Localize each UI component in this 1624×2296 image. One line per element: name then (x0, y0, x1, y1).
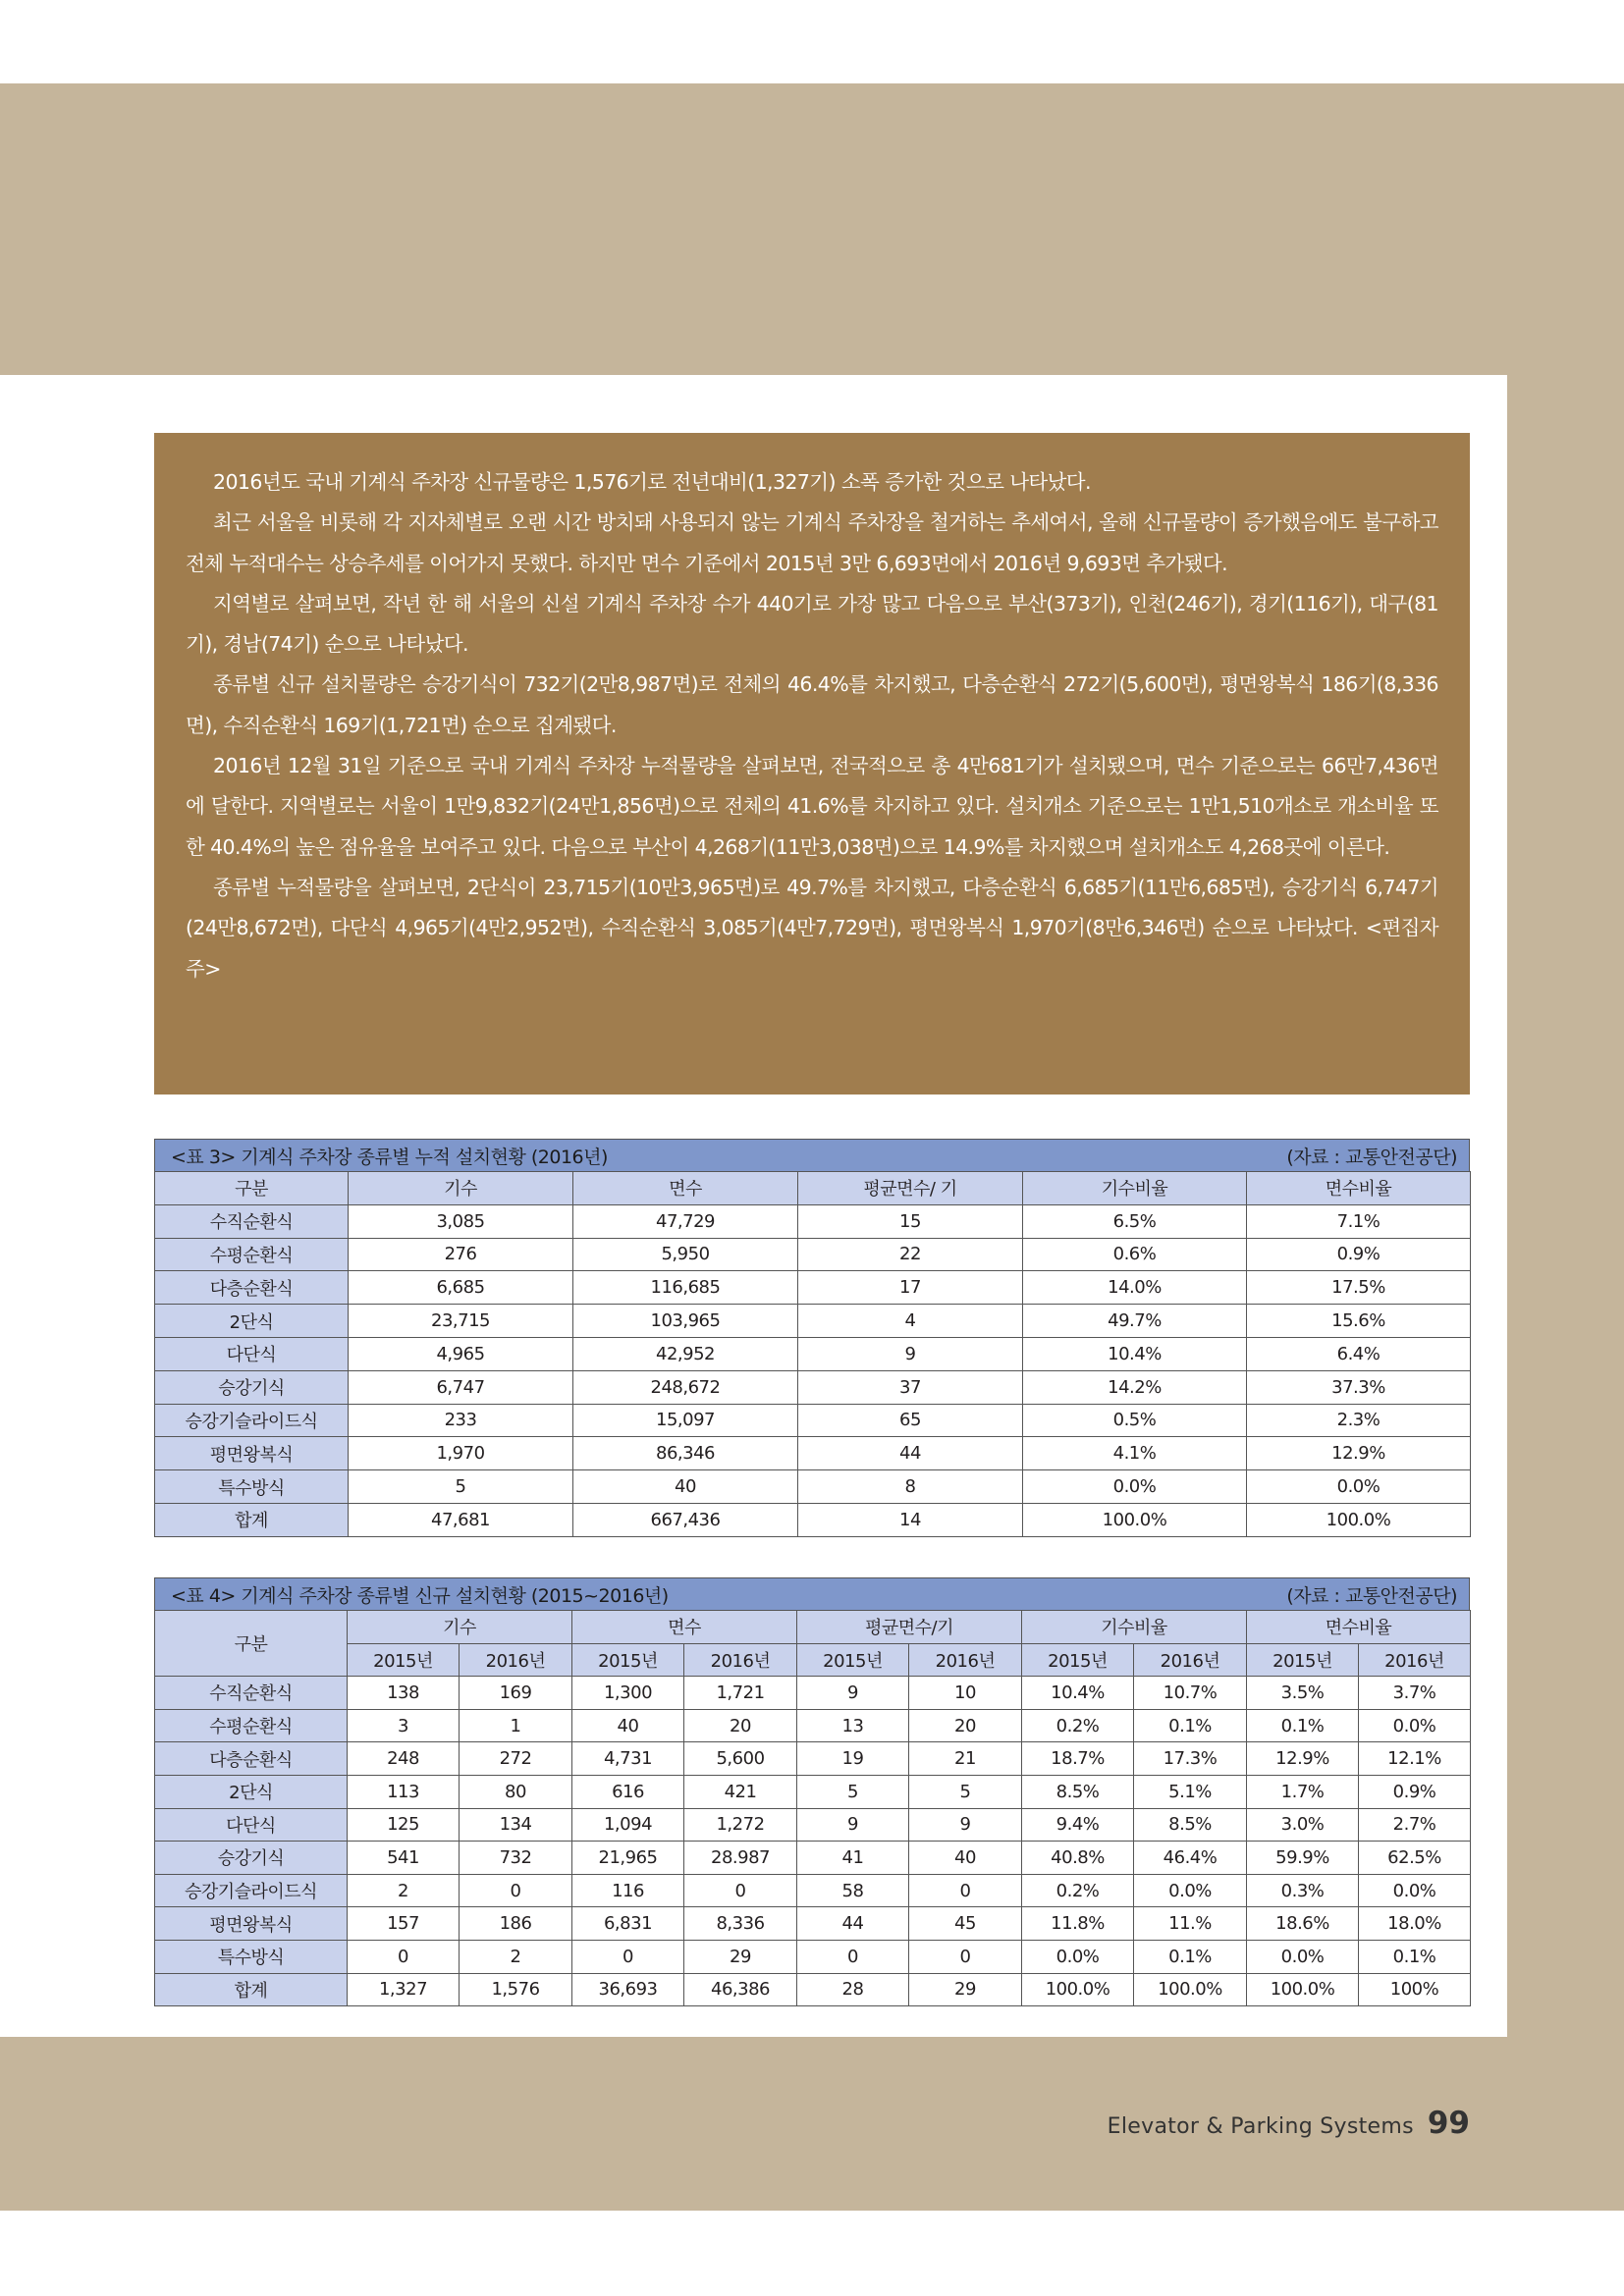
table-cell: 0.0% (1022, 1940, 1134, 1973)
table-row (155, 1503, 1471, 1536)
row-label: 특수방식 (155, 1470, 349, 1504)
table-cell: 125 (348, 1808, 460, 1842)
table-cell: 18.0% (1359, 1907, 1471, 1941)
table-cell: 541 (348, 1842, 460, 1875)
table-cell: 1,721 (684, 1677, 797, 1710)
table-cell: 12.9% (1247, 1742, 1359, 1776)
table-year-row (155, 1643, 1471, 1677)
table-cell: 0.1% (1247, 1709, 1359, 1742)
table-cell: 18.6% (1247, 1907, 1359, 1941)
table-cell: 0.9% (1359, 1775, 1471, 1808)
table-cell: 2.3% (1247, 1404, 1471, 1437)
table-cell: 1,094 (572, 1808, 684, 1842)
table-cell: 65 (798, 1404, 1023, 1437)
table-cell: 46.4% (1134, 1842, 1247, 1875)
table-cell: 6,747 (349, 1370, 573, 1404)
row-label: 수직순환식 (155, 1677, 348, 1710)
row-label: 수평순환식 (155, 1238, 349, 1271)
table-cell: 10.4% (1022, 1677, 1134, 1710)
table-cell: 100.0% (1247, 1503, 1471, 1536)
table-cell: 59.9% (1247, 1842, 1359, 1875)
table-cell: 248 (348, 1742, 460, 1776)
table-header-row (155, 1611, 1471, 1644)
table-cell: 116,685 (573, 1271, 798, 1305)
table-cell: 8,336 (684, 1907, 797, 1941)
row-label: 2단식 (155, 1775, 348, 1808)
table-cell: 116 (572, 1874, 684, 1907)
table-row (155, 1677, 1471, 1710)
table-cell: 11.% (1134, 1907, 1247, 1941)
intro-paragraph: 종류별 신규 설치물량은 승강기식이 732기(2만8,987면)로 전체의 46.4%를 차지했고, 다층순환식 272기(5,600면), 평면왕복식 186기(8,336면), 수직순환식 169기(1,721면) 순으로 집계됐다. (186, 672, 1438, 737)
column-header: 면수비율 (1247, 1172, 1471, 1205)
column-header: 평균면수/ 기 (798, 1172, 1023, 1205)
table-cell: 3.5% (1247, 1677, 1359, 1710)
data-table (154, 1171, 1471, 1537)
table-cell: 37 (798, 1370, 1023, 1404)
year-header: 2016년 (1359, 1643, 1471, 1677)
table-cell: 29 (684, 1940, 797, 1973)
row-label: 승강기식 (155, 1370, 349, 1404)
column-group-header: 면수비율 (1247, 1611, 1471, 1644)
table-cell: 40 (909, 1842, 1022, 1875)
table-header-row (155, 1172, 1471, 1205)
table-row (155, 1842, 1471, 1875)
table-cell: 40 (572, 1709, 684, 1742)
table-cell: 1,327 (348, 1973, 460, 2006)
table-row (155, 1709, 1471, 1742)
table-cell: 17 (798, 1271, 1023, 1305)
row-label: 다단식 (155, 1808, 348, 1842)
table-cell: 0 (460, 1874, 572, 1907)
table-cell: 0.2% (1022, 1709, 1134, 1742)
table-cell: 0 (348, 1940, 460, 1973)
table-cell: 15 (798, 1204, 1023, 1238)
table-cell: 103,965 (573, 1305, 798, 1338)
table-cell: 0 (909, 1940, 1022, 1973)
table-row (155, 1204, 1471, 1238)
table-cell: 40 (573, 1470, 798, 1504)
table-cell: 4,731 (572, 1742, 684, 1776)
table-cell: 1.7% (1247, 1775, 1359, 1808)
table-cell: 80 (460, 1775, 572, 1808)
table-cell: 62.5% (1359, 1842, 1471, 1875)
row-label: 승강기슬라이드식 (155, 1874, 348, 1907)
table-cell: 1,576 (460, 1973, 572, 2006)
table-cell: 732 (460, 1842, 572, 1875)
table-caption (154, 1139, 1470, 1171)
table-cell: 37.3% (1247, 1370, 1471, 1404)
table-row (155, 1470, 1471, 1504)
table-cell: 0.2% (1022, 1874, 1134, 1907)
table-cell: 21,965 (572, 1842, 684, 1875)
table-cell: 6.5% (1023, 1204, 1247, 1238)
table-cell: 19 (797, 1742, 909, 1776)
table-row (155, 1271, 1471, 1305)
table-cell: 9 (797, 1677, 909, 1710)
table-cell: 6,831 (572, 1907, 684, 1941)
table-cell: 29 (909, 1973, 1022, 2006)
table-cell: 0.0% (1247, 1470, 1471, 1504)
intro-paragraph: 지역별로 살펴보면, 작년 한 해 서울의 신설 기계식 주차장 수가 440기로 가장 많고 다음으로 부산(373기), 인천(246기), 경기(116기), 대구(81기), 경남(74기) 순으로 나타났다. (186, 591, 1438, 657)
table-cell: 17.3% (1134, 1742, 1247, 1776)
table-row (155, 1742, 1471, 1776)
column-header: 구분 (155, 1172, 349, 1205)
row-label: 평면왕복식 (155, 1437, 349, 1470)
table-cell: 1,300 (572, 1677, 684, 1710)
row-label: 수직순환식 (155, 1204, 349, 1238)
table-cell: 9 (909, 1808, 1022, 1842)
table-cell: 49.7% (1023, 1305, 1247, 1338)
table-cell: 0.1% (1134, 1940, 1247, 1973)
table-cell: 3 (348, 1709, 460, 1742)
column-header: 면수 (573, 1172, 798, 1205)
table-cell: 47,681 (349, 1503, 573, 1536)
table-cell: 9 (798, 1337, 1023, 1370)
year-header: 2015년 (572, 1643, 684, 1677)
table-cell: 0.5% (1023, 1404, 1247, 1437)
table-cell: 100.0% (1134, 1973, 1247, 2006)
year-header: 2015년 (797, 1643, 909, 1677)
table-cell: 0.0% (1359, 1874, 1471, 1907)
table-cell: 616 (572, 1775, 684, 1808)
table-cell: 276 (349, 1238, 573, 1271)
intro-paragraph: 종류별 누적물량을 살펴보면, 2단식이 23,715기(10만3,965면)로 49.7%를 차지했고, 다층순환식 6,685기(11만6,685면), 승강기식 6,747기(24만8,672면), 다단식 4,965기(4만2,952면), 수직순환식 3,085기(4만7,729면), 평면왕복식 1,970기(8만6,346면) 순으로 나타났다. <편집자 주> (186, 875, 1438, 981)
table-cell: 138 (348, 1677, 460, 1710)
table-cell: 0.9% (1247, 1238, 1471, 1271)
table-cell: 7.1% (1247, 1204, 1471, 1238)
row-label: 다단식 (155, 1337, 349, 1370)
year-header: 2015년 (1247, 1643, 1359, 1677)
table-cell: 28.987 (684, 1842, 797, 1875)
table-cell: 12.9% (1247, 1437, 1471, 1470)
table-cell: 113 (348, 1775, 460, 1808)
table-cell: 1,272 (684, 1808, 797, 1842)
year-header: 2015년 (348, 1643, 460, 1677)
year-header: 2015년 (1022, 1643, 1134, 1677)
magazine-name: Elevator & Parking Systems (1107, 2114, 1414, 2139)
table-cell: 4.1% (1023, 1437, 1247, 1470)
column-header: 기수비율 (1023, 1172, 1247, 1205)
table-cell: 22 (798, 1238, 1023, 1271)
table-cell: 421 (684, 1775, 797, 1808)
table-cell: 12.1% (1359, 1742, 1471, 1776)
table-row (155, 1775, 1471, 1808)
table-row (155, 1238, 1471, 1271)
table-row (155, 1940, 1471, 1973)
table-cell: 14 (798, 1503, 1023, 1536)
table-cell: 5,600 (684, 1742, 797, 1776)
table-row (155, 1337, 1471, 1370)
table-cell: 0 (572, 1940, 684, 1973)
table-cell: 58 (797, 1874, 909, 1907)
table-cell: 5 (797, 1775, 909, 1808)
table-row (155, 1437, 1471, 1470)
row-label: 승강기식 (155, 1842, 348, 1875)
column-group-header: 기수 (348, 1611, 572, 1644)
editor-note-box (154, 433, 1470, 1095)
table-cell: 0.6% (1023, 1238, 1247, 1271)
table-cell: 20 (684, 1709, 797, 1742)
table-cell: 10.7% (1134, 1677, 1247, 1710)
table-cell: 40.8% (1022, 1842, 1134, 1875)
table-cell: 45 (909, 1907, 1022, 1941)
table-cell: 13 (797, 1709, 909, 1742)
intro-paragraph: 최근 서울을 비롯해 각 지자체별로 오랜 시간 방치돼 사용되지 않는 기계식 주차장을 철거하는 추세여서, 올해 신규물량이 증가했음에도 불구하고 전체 누적대수는 상승추세를 이어가지 못했다. 하지만 면수 기준에서 2015년 3만 6,693면에서 2016년 9,693면 추가됐다. (186, 510, 1438, 575)
table-cell: 100% (1359, 1973, 1471, 2006)
table-cell: 15.6% (1247, 1305, 1471, 1338)
table-source: (자료 : 교통안전공단) (1286, 1146, 1457, 1168)
table-row (155, 1370, 1471, 1404)
table-cell: 86,346 (573, 1437, 798, 1470)
table-cell: 5.1% (1134, 1775, 1247, 1808)
table-cell: 0 (797, 1940, 909, 1973)
table-cell: 100.0% (1247, 1973, 1359, 2006)
right-decorative-band (1507, 375, 1624, 2037)
row-label: 특수방식 (155, 1940, 348, 1973)
table-cell: 42,952 (573, 1337, 798, 1370)
table-cell: 28 (797, 1973, 909, 2006)
year-header: 2016년 (684, 1643, 797, 1677)
table-cell: 0 (909, 1874, 1022, 1907)
table-cell: 44 (797, 1907, 909, 1941)
table-cell: 3.0% (1247, 1808, 1359, 1842)
row-label: 평면왕복식 (155, 1907, 348, 1941)
table-cell: 0.1% (1134, 1709, 1247, 1742)
column-group-header: 기수비율 (1022, 1611, 1247, 1644)
table-cell: 272 (460, 1742, 572, 1776)
table-cell: 8.5% (1022, 1775, 1134, 1808)
table-row (155, 1874, 1471, 1907)
top-decorative-band (0, 83, 1624, 375)
table-row (155, 1305, 1471, 1338)
row-label: 수평순환식 (155, 1709, 348, 1742)
row-label: 다층순환식 (155, 1742, 348, 1776)
table-cell: 1,970 (349, 1437, 573, 1470)
data-table (154, 1610, 1471, 2006)
table-cell: 17.5% (1247, 1271, 1471, 1305)
table-cell: 23,715 (349, 1305, 573, 1338)
table-row (155, 1907, 1471, 1941)
column-group-header: 평균면수/기 (797, 1611, 1022, 1644)
row-label: 합계 (155, 1503, 349, 1536)
table-3-cumulative-installations (154, 1139, 1470, 1537)
table-cell: 157 (348, 1907, 460, 1941)
table-cell: 5 (349, 1470, 573, 1504)
table-cell: 44 (798, 1437, 1023, 1470)
table-cell: 0 (684, 1874, 797, 1907)
page-number: 99 (1427, 2106, 1470, 2141)
table-cell: 186 (460, 1907, 572, 1941)
row-header-label: 구분 (155, 1611, 348, 1677)
table-cell: 21 (909, 1742, 1022, 1776)
table-cell: 1 (460, 1709, 572, 1742)
table-source: (자료 : 교통안전공단) (1286, 1584, 1457, 1607)
table-cell: 2 (460, 1940, 572, 1973)
table-cell: 3.7% (1359, 1677, 1471, 1710)
table-cell: 9 (797, 1808, 909, 1842)
table-cell: 9.4% (1022, 1808, 1134, 1842)
table-title: <표 4> 기계식 주차장 종류별 신규 설치현황 (2015~2016년) (171, 1584, 669, 1607)
table-cell: 0.0% (1359, 1709, 1471, 1742)
year-header: 2016년 (909, 1643, 1022, 1677)
row-label: 승강기슬라이드식 (155, 1404, 349, 1437)
table-cell: 46,386 (684, 1973, 797, 2006)
table-cell: 18.7% (1022, 1742, 1134, 1776)
table-cell: 36,693 (572, 1973, 684, 2006)
table-cell: 4 (798, 1305, 1023, 1338)
table-cell: 10 (909, 1677, 1022, 1710)
table-cell: 8 (798, 1470, 1023, 1504)
column-group-header: 면수 (572, 1611, 797, 1644)
table-cell: 233 (349, 1404, 573, 1437)
row-label: 다층순환식 (155, 1271, 349, 1305)
table-cell: 10.4% (1023, 1337, 1247, 1370)
table-cell: 6,685 (349, 1271, 573, 1305)
table-cell: 667,436 (573, 1503, 798, 1536)
table-caption (154, 1577, 1470, 1610)
table-cell: 169 (460, 1677, 572, 1710)
table-cell: 0.3% (1247, 1874, 1359, 1907)
table-cell: 41 (797, 1842, 909, 1875)
table-cell: 100.0% (1023, 1503, 1247, 1536)
table-title: <표 3> 기계식 주차장 종류별 누적 설치현황 (2016년) (171, 1146, 608, 1168)
table-cell: 0.0% (1023, 1470, 1247, 1504)
table-row (155, 1404, 1471, 1437)
table-cell: 5,950 (573, 1238, 798, 1271)
table-cell: 2 (348, 1874, 460, 1907)
table-cell: 11.8% (1022, 1907, 1134, 1941)
table-cell: 14.2% (1023, 1370, 1247, 1404)
intro-paragraph: 2016년도 국내 기계식 주차장 신규물량은 1,576기로 전년대비(1,327기) 소폭 증가한 것으로 나타났다. (213, 470, 1091, 494)
intro-paragraph: 2016년 12월 31일 기준으로 국내 기계식 주차장 누적물량을 살펴보면, 전국적으로 총 4만681기가 설치됐으며, 면수 기준으로는 66만7,436면에 달한다. 지역별로는 서울이 1만9,832기(24만1,856면)으로 전체의 41.6%를 차지하고 있다. 설치개소 기준으로는 1만1,510개소로 개소비율 또한 40.4%의 높은 점유율을 보여주고 있다. 다음으로 부산이 4,268기(11만3,038면)으로 14.9%를 차지했으며 설치개소도 4,268곳에 이른다. (186, 754, 1438, 859)
table-cell: 8.5% (1134, 1808, 1247, 1842)
table-cell: 20 (909, 1709, 1022, 1742)
row-label: 합계 (155, 1973, 348, 2006)
table-cell: 2.7% (1359, 1808, 1471, 1842)
table-cell: 100.0% (1022, 1973, 1134, 2006)
table-cell: 15,097 (573, 1404, 798, 1437)
table-cell: 248,672 (573, 1370, 798, 1404)
table-cell: 5 (909, 1775, 1022, 1808)
row-label: 2단식 (155, 1305, 349, 1338)
table-cell: 3,085 (349, 1204, 573, 1238)
year-header: 2016년 (460, 1643, 572, 1677)
page-footer (1108, 2106, 1470, 2141)
column-header: 기수 (349, 1172, 573, 1205)
table-cell: 0.0% (1247, 1940, 1359, 1973)
table-cell: 6.4% (1247, 1337, 1471, 1370)
table-cell: 0.0% (1134, 1874, 1247, 1907)
table-cell: 47,729 (573, 1204, 798, 1238)
table-cell: 14.0% (1023, 1271, 1247, 1305)
table-cell: 4,965 (349, 1337, 573, 1370)
table-cell: 134 (460, 1808, 572, 1842)
table-4-new-installations (154, 1577, 1470, 2006)
table-cell: 0.1% (1359, 1940, 1471, 1973)
table-row (155, 1973, 1471, 2006)
table-row (155, 1808, 1471, 1842)
year-header: 2016년 (1134, 1643, 1247, 1677)
